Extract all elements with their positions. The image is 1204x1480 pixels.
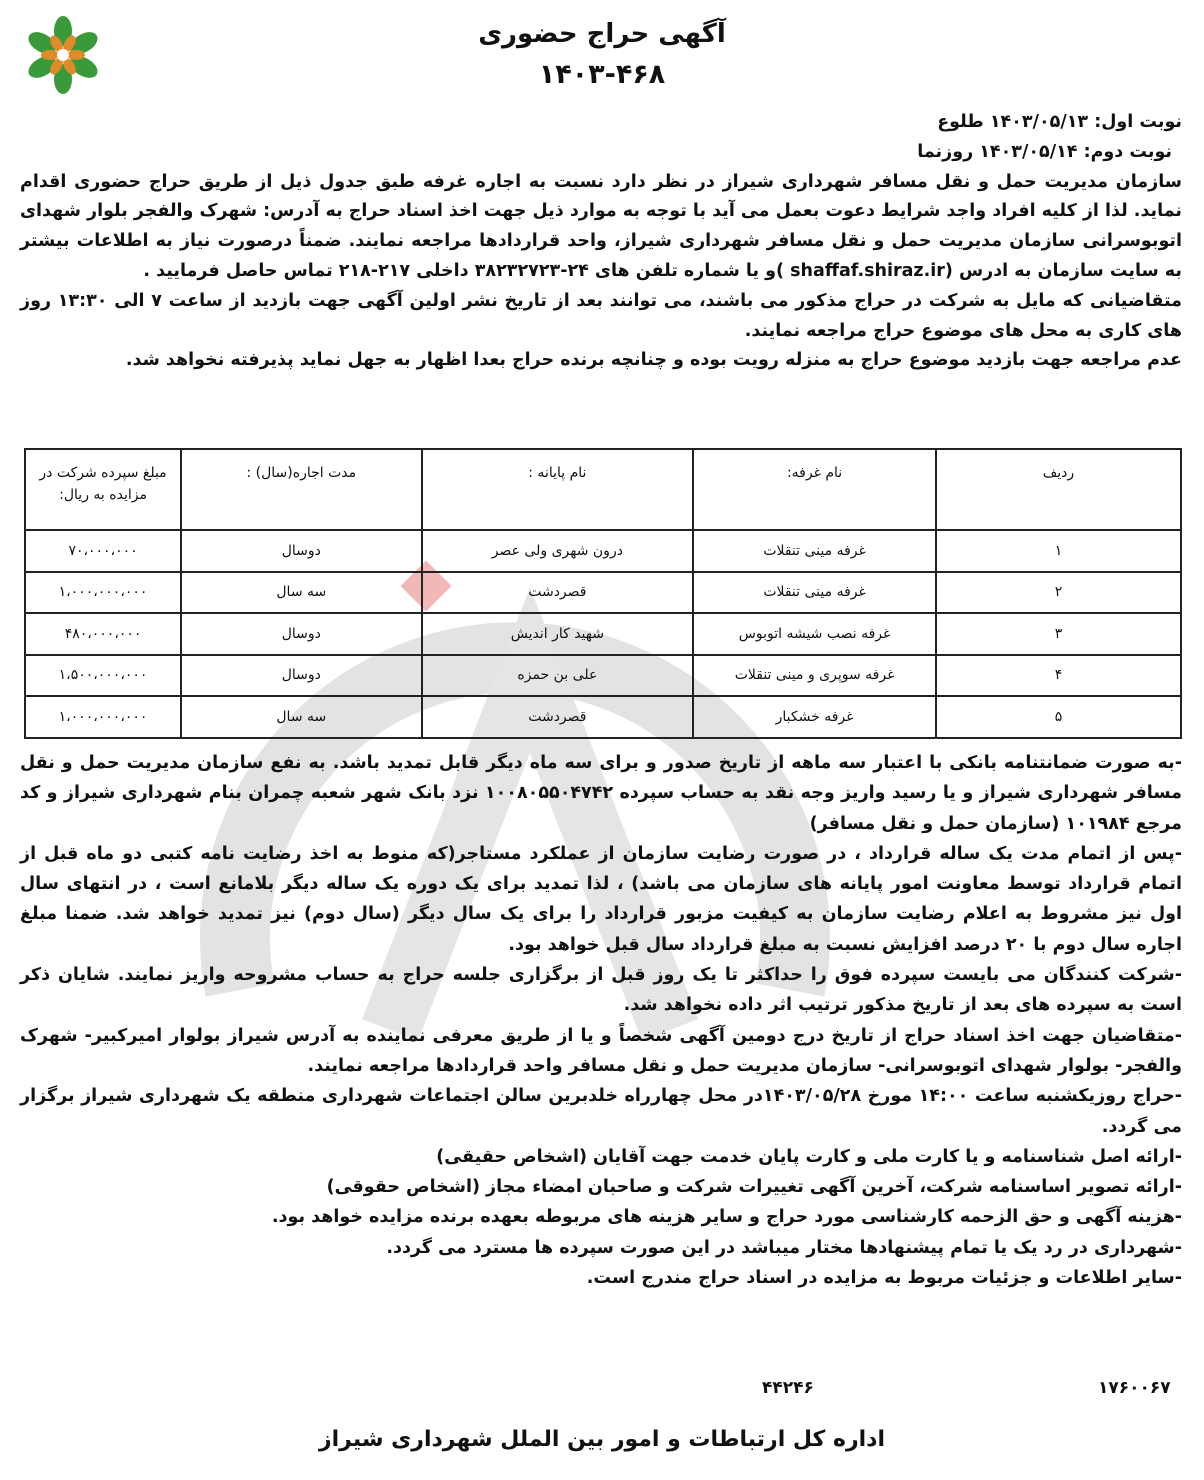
reference-code-right: ۴۴۲۴۶ <box>762 1378 814 1398</box>
terminal-name-cell: قصردشت <box>422 696 694 738</box>
condition-item: -به صورت ضمانتنامه بانکی با اعتبار سه ماهه از تاریخ صدور و برای سه ماه دیگر قابل تمدید باشد. به نفع سازمان مدیریت حمل و نقل مسافر شهرداری شیراز و یا رسید واریز وجه نقد به حساب سپرده ۱۰۰۸۰۵۵۰۴۷۴۲ نزد بانک شهر شعبه چمران بنام شهرداری شیراز و کد مرجع ۱۰۱۹۸۴ (سازمان حمل و نقل مسافر) <box>20 753 1183 834</box>
lease-duration-cell: دوسال <box>181 655 421 697</box>
condition-item: -ارائه اصل شناسنامه و یا کارت ملی و کارت پایان خدمت جهت آقایان (اشخاص حقیقی) <box>436 1146 1182 1167</box>
terminal-name-cell: شهید کار اندیش <box>422 613 694 655</box>
intro-paragraph: سازمان مدیریت حمل و نقل مسافر شهرداری شیراز در نظر دارد نسبت به اجاره غرفه طبق جدول ذیل از طریق حراج حضوری اقدام نماید. لذا از کلیه افراد واجد شرایط دعوت بعمل می آید با توجه به موارد ذیل جهت اخذ اسناد حراج به آدرس: شهرک والفجر بلوار شهدای اتوبوسرانی سازمان مدیریت حمل و نقل مسافر شهرداری شیراز، واحد قراردادها مراجعه نمایند. ضمناً درصورت نیاز به اطلاعات بیشتر به سایت سازمان به ادرس (shaffaf.shiraz.ir )و یا شماره تلفن های ۲۴-۳۸۲۳۲۷۲۳ داخلی ۲۱۷-۲۱۸ تماس حاصل فرمایید . <box>20 171 1182 281</box>
deposit-amount-cell: ۱،۰۰۰،۰۰۰،۰۰۰ <box>25 696 181 738</box>
notice-number: ۱۴۰۳-۴۶۸ <box>538 59 666 90</box>
condition-item: -متقاضیان جهت اخذ اسناد حراج از تاریخ درج دومین آگهی شخصاً و یا از طریق معرفی نماینده به آدرس شیراز بولوار امیرکبیر- شهرک والفجر- بولوار شهدای اتوبوسرانی- سازمان مدیریت حمل و نقل مسافر واحد قراردادها مراجعه نمایند. <box>20 1025 1182 1076</box>
table-row <box>25 530 1181 572</box>
deposit-amount-cell: ۴۸۰،۰۰۰،۰۰۰ <box>25 613 181 655</box>
column-header: ردیف <box>936 449 1181 530</box>
lease-duration-cell: سه سال <box>181 572 421 614</box>
condition-item: -شهرداری در رد یک یا تمام پیشنهادها مختار میباشد در این صورت سپرده ها مسترد می گردد. <box>386 1237 1182 1258</box>
intro-paragraph: متقاضیانی که مایل به شرکت در حراج مذکور می باشند، می توانند بعد از تاریخ نشر اولین آگهی جهت بازدید از ساعت ۷ الی ۱۳:۳۰ روز های کاری به محل های موضوع حراج مراجعه نمایند. <box>20 290 1182 341</box>
deposit-amount-cell: ۷۰،۰۰۰،۰۰۰ <box>25 530 181 572</box>
reference-code-left: ۱۷۶۰۰۶۷ <box>1098 1378 1171 1398</box>
deposit-amount-cell: ۱،۵۰۰،۰۰۰،۰۰۰ <box>25 655 181 697</box>
condition-item: -حراج روزیکشنبه ساعت ۱۴:۰۰ مورخ ۱۴۰۳/۰۵/۲۸در محل چهارراه خلدبرین سالن اجتماعات شهرداری منطقه یک شهرداری شیراز برگزار می گردد. <box>20 1086 1182 1137</box>
column-header: نام غرفه: <box>693 449 936 530</box>
column-header: مدت اجاره(سال) : <box>181 449 421 530</box>
row-index-cell: ۳ <box>936 613 1181 655</box>
column-header: نام پایانه : <box>422 449 694 530</box>
table-row <box>25 655 1181 697</box>
auction-table <box>24 448 1182 739</box>
table-row <box>25 572 1181 614</box>
auction-table-wrap <box>24 448 1182 739</box>
row-index-cell: ۱ <box>936 530 1181 572</box>
condition-item: -پس از اتمام مدت یک ساله قرارداد ، در صورت رضایت سازمان از عملکرد مستاجر(که منوط به اخذ رضایت نامه کتبی دو ماه قبل از اتمام قرارداد توسط معاونت امور پایانه های سازمان می باشد) ، لذا تمدید برای یک دوره یک ساله دیگر بلامانع است ، در انتهای سال اول نیز مشروط به اعلام رضایت سازمان به کیفیت مزبور قرارداد را برای یک سال دیگر (سال دوم) نیز تمدید خواهد شد. ضمنا مبلغ اجاره سال دوم با ۲۰ درصد افزایش نسبت به مبلغ قرارداد سال قبل خواهد بود. <box>20 843 1182 955</box>
terminal-name-cell: علی بن حمزه <box>422 655 694 697</box>
intro-section <box>20 108 1182 376</box>
row-index-cell: ۲ <box>936 572 1181 614</box>
deposit-amount-cell: ۱،۰۰۰،۰۰۰،۰۰۰ <box>25 572 181 614</box>
reference-codes <box>0 1378 1204 1408</box>
notice-header <box>0 14 1204 96</box>
condition-item: -هزینه آگهی و حق الزحمه کارشناسی مورد حراج و سایر هزینه های مربوطه بعهده برنده مزایده خواهد بود. <box>271 1207 1182 1228</box>
booth-name-cell: غرفه سوپری و مینی تنقلات <box>693 655 936 697</box>
lease-duration-cell: دوسال <box>181 613 421 655</box>
row-index-cell: ۵ <box>936 696 1181 738</box>
table-row <box>25 613 1181 655</box>
booth-name-cell: غرفه نصب شیشه اتوبوس <box>693 613 936 655</box>
column-header: مبلغ سپرده شرکت در مزایده به ریال: <box>25 449 181 530</box>
conditions-section <box>20 748 1182 1293</box>
booth-name-cell: غرفه خشکبار <box>693 696 936 738</box>
row-index-cell: ۴ <box>936 655 1181 697</box>
condition-item: -ارائه تصویر اساسنامه شرکت، آخرین آگهی تغییرات شرکت و صاحبان امضاء مجاز (اشخاص حقوقی) <box>326 1177 1182 1198</box>
footer-department: اداره کل ارتباطات و امور بین الملل شهرداری شیراز <box>318 1427 886 1452</box>
booth-name-cell: غرفه مینی تنقلات <box>693 530 936 572</box>
notice-title: آگهی حراج حضوری <box>478 19 726 49</box>
lease-duration-cell: سه سال <box>181 696 421 738</box>
condition-item: -سایر اطلاعات و جزئیات مربوط به مزایده در اسناد حراج مندرج است. <box>586 1268 1182 1289</box>
table-header-row <box>25 449 1181 530</box>
booth-name-cell: غرفه مینی تنقلات <box>693 572 936 614</box>
condition-item: -شرکت کنندگان می بایست سپرده فوق را حداکثر تا یک روز قبل از برگزاری جلسه حراج به حساب مشروحه واریز نمایند. شایان ذکر است به سپرده های بعد از تاریخ مذکور ترتیب اثر داده نخواهد شد. <box>20 965 1182 1016</box>
publication-second: نوبت دوم: ۱۴۰۳/۰۵/۱۴ روزنما <box>917 141 1172 162</box>
publication-first: نوبت اول: ۱۴۰۳/۰۵/۱۳ طلوع <box>937 112 1182 132</box>
terminal-name-cell: درون شهری ولی عصر <box>422 530 694 572</box>
terminal-name-cell: قصردشت <box>422 572 694 614</box>
intro-paragraph: عدم مراجعه جهت بازدید موضوع حراج به منزله رویت بوده و چنانچه برنده حراج بعدا اظهار به جهل نماید پذیرفته نخواهد شد. <box>125 350 1182 371</box>
table-row <box>25 696 1181 738</box>
lease-duration-cell: دوسال <box>181 530 421 572</box>
